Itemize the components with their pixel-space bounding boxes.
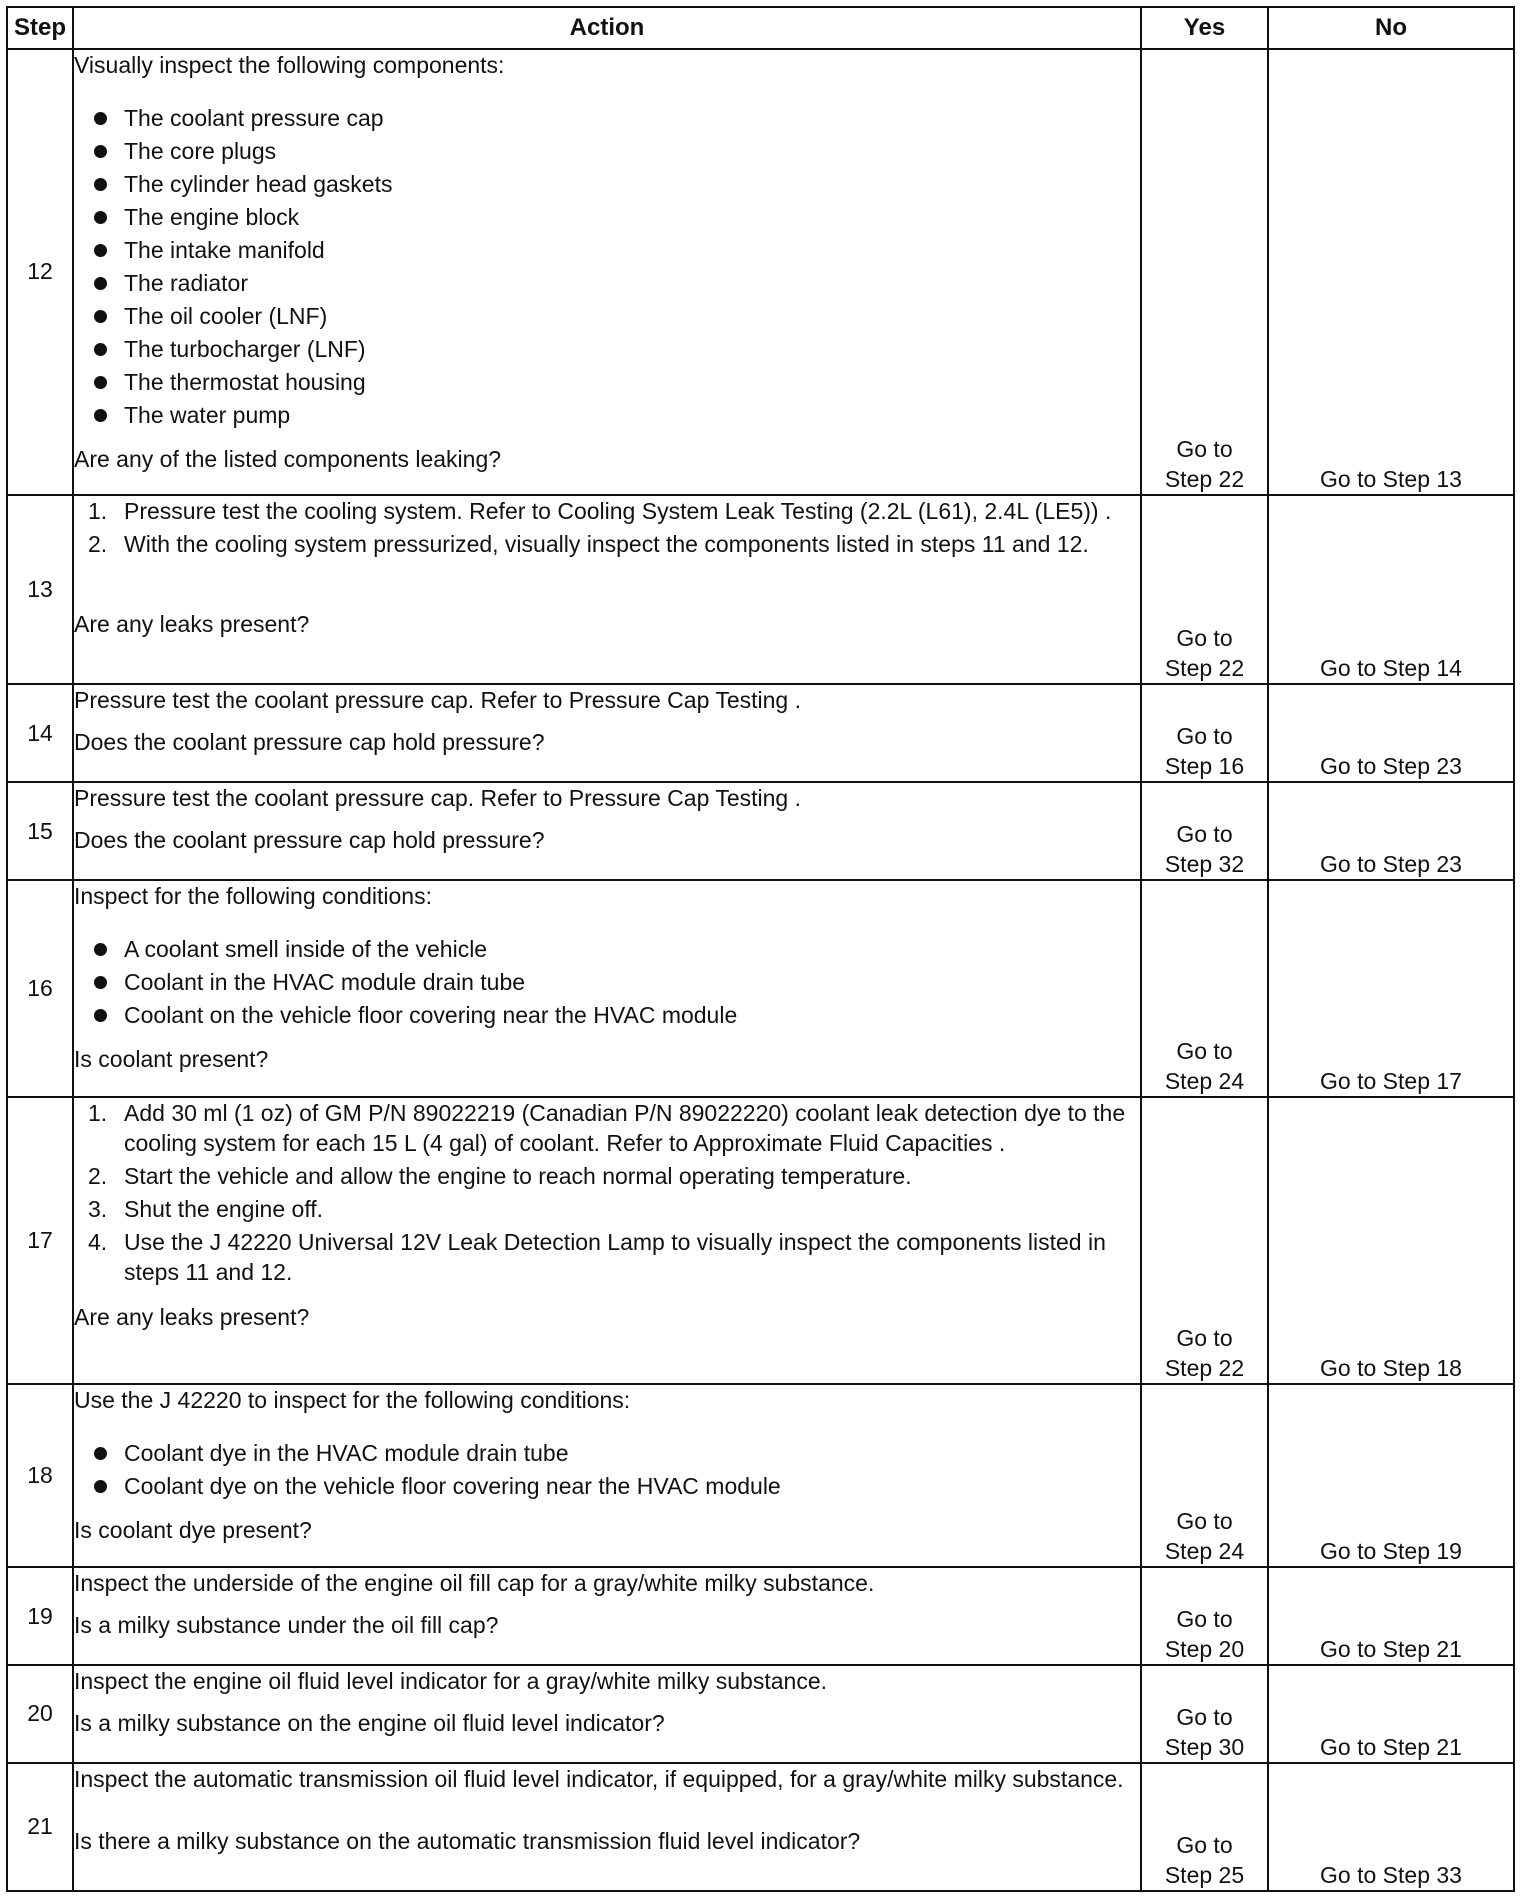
action-content	[74, 1764, 1140, 1856]
table-row	[7, 495, 1514, 685]
yes-cell	[1141, 684, 1268, 782]
action-content	[74, 50, 1140, 472]
action-instruction: Inspect the underside of the engine oil fill cap for a gray/white milky substance.	[74, 1570, 875, 1597]
diagnostic-table	[6, 6, 1515, 1892]
bullet-text: The engine block	[124, 204, 300, 230]
no-cell: Go to Step 21	[1268, 1665, 1514, 1763]
no-cell: Go to Step 13	[1268, 49, 1514, 495]
item-number: 2.	[88, 530, 108, 557]
bullet-text: The radiator	[124, 270, 249, 296]
action-instruction: Pressure test the coolant pressure cap. Refer to Pressure Cap Testing .	[74, 687, 801, 714]
yes-result-line: Go to	[1176, 1324, 1233, 1351]
action-cell	[73, 1097, 1141, 1383]
bullet-text: Coolant on the vehicle floor covering near the HVAC module	[124, 1001, 738, 1028]
header-row	[7, 7, 1514, 49]
yes-result-line: Step 24	[1164, 1538, 1245, 1565]
table-row	[7, 49, 1514, 495]
action-body	[74, 496, 1140, 562]
action-cell	[73, 684, 1141, 782]
bullet-text: Coolant in the HVAC module drain tube	[124, 968, 526, 995]
action-question: Is there a milky substance on the automatic transmission fluid level indicator?	[74, 1827, 861, 1854]
yes-result-line: Go to	[1176, 1038, 1233, 1065]
no-cell: Go to Step 33	[1268, 1763, 1514, 1891]
yes-result-line: Step 30	[1164, 1733, 1245, 1760]
numbered-item	[88, 1098, 1140, 1158]
yes-cell	[1141, 1763, 1268, 1891]
table-row	[7, 1567, 1514, 1665]
bullet-icon	[94, 409, 107, 422]
item-number: 3.	[88, 1196, 108, 1223]
yes-result-line: Go to	[1176, 1606, 1233, 1633]
action-cell	[73, 1567, 1141, 1665]
step-number: 16	[7, 880, 73, 1097]
numbered-text: With the cooling system pressurized, visually inspect the components listed in steps 11 and 12.	[124, 530, 1089, 557]
action-content	[74, 1385, 1140, 1543]
action-body	[74, 1568, 1140, 1598]
bullet-item	[94, 1470, 1140, 1503]
yes-result-line: Go to	[1176, 1508, 1233, 1535]
bullet-icon	[94, 310, 107, 323]
bullet-item	[94, 267, 1140, 300]
yes-result-line: Go to	[1176, 625, 1233, 652]
table-row	[7, 684, 1514, 782]
item-number: 4.	[88, 1229, 108, 1256]
action-cell	[73, 1665, 1141, 1763]
numbered-item	[88, 1227, 1140, 1287]
action-cell	[73, 1384, 1141, 1568]
yes-result-line: Step 24	[1164, 1068, 1245, 1095]
action-content	[74, 1098, 1140, 1331]
action-instruction: Pressure test the coolant pressure cap. Refer to Pressure Cap Testing .	[74, 785, 801, 812]
numbered-item	[88, 529, 1140, 559]
action-body	[74, 1666, 1140, 1696]
action-instruction: Inspect the automatic transmission oil fluid level indicator, if equipped, for a gray/white milky substance.	[74, 1765, 1124, 1792]
header-yes: Yes	[1141, 7, 1268, 49]
step-number: 15	[7, 782, 73, 880]
yes-cell	[1141, 495, 1268, 685]
header-no: No	[1268, 7, 1514, 49]
yes-cell	[1141, 49, 1268, 495]
table-body	[7, 49, 1514, 1891]
table-row	[7, 1097, 1514, 1383]
yes-result-line: Step 22	[1164, 1354, 1245, 1381]
bullet-icon	[94, 1447, 107, 1460]
yes-result-line: Step 22	[1164, 655, 1245, 682]
action-body	[74, 1385, 1140, 1503]
action-content	[74, 1666, 1140, 1737]
no-cell: Go to Step 18	[1268, 1097, 1514, 1383]
bullet-item	[94, 333, 1140, 366]
bullet-text: Coolant dye on the vehicle floor covering near the HVAC module	[124, 1472, 781, 1499]
table-row	[7, 782, 1514, 880]
yes-result-line: Go to	[1176, 723, 1233, 750]
bullet-icon	[94, 376, 107, 389]
bullet-item	[94, 234, 1140, 267]
bullet-icon	[94, 211, 107, 224]
no-cell: Go to Step 23	[1268, 684, 1514, 782]
bullet-item	[94, 966, 1140, 999]
bullet-item	[94, 135, 1140, 168]
bullet-icon	[94, 1009, 107, 1022]
bullet-icon	[94, 112, 107, 125]
yes-result-line: Step 32	[1164, 850, 1245, 877]
action-question: Is a milky substance on the engine oil fluid level indicator?	[74, 1710, 665, 1737]
bullet-item	[94, 201, 1140, 234]
step-number: 13	[7, 495, 73, 685]
action-content	[74, 1568, 1140, 1639]
bullet-item	[94, 168, 1140, 201]
bullet-text: The coolant pressure cap	[124, 105, 384, 131]
bullet-list	[74, 933, 1140, 1032]
action-question: Does the coolant pressure cap hold pressure?	[74, 729, 545, 756]
bullet-text: The turbocharger (LNF)	[124, 336, 366, 362]
yes-result-line: Go to	[1176, 1832, 1233, 1858]
action-cell	[73, 1763, 1141, 1891]
step-number: 17	[7, 1097, 73, 1383]
yes-cell	[1141, 1384, 1268, 1568]
bullet-text: The cylinder head gaskets	[124, 171, 393, 197]
bullet-text: The intake manifold	[124, 237, 325, 263]
header-step: Step	[7, 7, 73, 49]
bullet-text: The thermostat housing	[124, 369, 366, 395]
action-question: Does the coolant pressure cap hold pressure?	[74, 827, 545, 854]
action-cell	[73, 880, 1141, 1097]
numbered-text: Start the vehicle and allow the engine to reach normal operating temperature.	[124, 1163, 912, 1190]
action-question: Are any of the listed components leaking?	[74, 446, 502, 472]
bullet-text: The core plugs	[124, 138, 277, 164]
bullet-item	[94, 399, 1140, 432]
numbered-list	[74, 1098, 1140, 1287]
item-number: 2.	[88, 1163, 108, 1190]
bullet-text: The oil cooler (LNF)	[124, 303, 328, 329]
action-instruction: Visually inspect the following components:	[74, 52, 505, 78]
bullet-icon	[94, 244, 107, 257]
yes-cell	[1141, 1665, 1268, 1763]
bullet-item	[94, 933, 1140, 966]
action-question: Is coolant dye present?	[74, 1516, 312, 1543]
no-cell: Go to Step 17	[1268, 880, 1514, 1097]
bullet-icon	[94, 145, 107, 158]
bullet-icon	[94, 277, 107, 290]
bullet-list	[74, 102, 1140, 432]
step-number: 21	[7, 1763, 73, 1891]
action-body	[74, 1098, 1140, 1290]
numbered-text: Add 30 ml (1 oz) of GM P/N 89022219 (Canadian P/N 89022220) coolant leak detection dye to the cooling system for each 15 L (4 gal) of coolant. Refer to Approximate Fluid Capacities .	[124, 1100, 1126, 1157]
bullet-icon	[94, 943, 107, 956]
action-body	[74, 783, 1140, 813]
yes-cell	[1141, 1567, 1268, 1665]
action-body	[74, 881, 1140, 1032]
bullet-icon	[94, 343, 107, 356]
numbered-item	[88, 1194, 1140, 1224]
action-content	[74, 881, 1140, 1072]
numbered-list	[74, 496, 1140, 559]
bullet-text: Coolant dye in the HVAC module drain tube	[124, 1439, 569, 1466]
action-instruction: Inspect for the following conditions:	[74, 882, 432, 909]
action-content	[74, 496, 1140, 639]
action-instruction: Use the J 42220 to inspect for the following conditions:	[74, 1386, 631, 1413]
item-number: 1.	[88, 1100, 108, 1127]
bullet-list	[74, 1437, 1140, 1503]
header-action: Action	[73, 7, 1141, 49]
yes-result-line: Go to	[1176, 1703, 1233, 1730]
bullet-icon	[94, 1480, 107, 1493]
step-number: 18	[7, 1384, 73, 1568]
numbered-item	[88, 1161, 1140, 1191]
no-cell: Go to Step 23	[1268, 782, 1514, 880]
action-content	[74, 783, 1140, 854]
yes-result-line: Step 16	[1164, 753, 1245, 780]
bullet-item	[94, 102, 1140, 135]
bullet-item	[94, 366, 1140, 399]
action-body	[74, 1764, 1140, 1794]
step-number: 12	[7, 49, 73, 495]
yes-result-line: Step 25	[1164, 1862, 1245, 1888]
yes-cell	[1141, 782, 1268, 880]
no-cell: Go to Step 14	[1268, 495, 1514, 685]
bullet-text: A coolant smell inside of the vehicle	[124, 935, 488, 962]
yes-result-line: Go to	[1176, 820, 1233, 847]
item-number: 1.	[88, 497, 108, 524]
step-number: 20	[7, 1665, 73, 1763]
numbered-text: Use the J 42220 Universal 12V Leak Detection Lamp to visually inspect the components listed in steps 11 and 12.	[124, 1229, 1106, 1286]
bullet-text: The water pump	[124, 402, 291, 428]
yes-result-line: Step 20	[1164, 1636, 1245, 1663]
yes-cell	[1141, 1097, 1268, 1383]
bullet-item	[94, 1437, 1140, 1470]
table-row	[7, 1384, 1514, 1568]
action-question: Are any leaks present?	[74, 610, 310, 637]
no-cell: Go to Step 19	[1268, 1384, 1514, 1568]
table-row	[7, 1665, 1514, 1763]
bullet-item	[94, 999, 1140, 1032]
action-cell	[73, 495, 1141, 685]
action-question: Are any leaks present?	[74, 1304, 310, 1331]
no-cell: Go to Step 21	[1268, 1567, 1514, 1665]
table-row	[7, 880, 1514, 1097]
bullet-icon	[94, 178, 107, 191]
action-instruction: Inspect the engine oil fluid level indicator for a gray/white milky substance.	[74, 1668, 828, 1695]
numbered-text: Shut the engine off.	[124, 1196, 324, 1223]
action-question: Is a milky substance under the oil fill cap?	[74, 1612, 499, 1639]
numbered-text: Pressure test the cooling system. Refer to Cooling System Leak Testing (2.2L (L61), 2.4L (LE5)) .	[124, 497, 1112, 524]
table-row	[7, 1763, 1514, 1891]
action-question: Is coolant present?	[74, 1045, 269, 1072]
numbered-item	[88, 496, 1140, 526]
bullet-icon	[94, 976, 107, 989]
step-number: 14	[7, 684, 73, 782]
yes-result-line: Step 22	[1164, 465, 1245, 492]
action-cell	[73, 782, 1141, 880]
step-number: 19	[7, 1567, 73, 1665]
action-body	[74, 50, 1140, 432]
bullet-item	[94, 300, 1140, 333]
action-body	[74, 685, 1140, 715]
action-content	[74, 685, 1140, 756]
yes-result-line: Go to	[1176, 435, 1233, 462]
yes-cell	[1141, 880, 1268, 1097]
action-cell	[73, 49, 1141, 495]
